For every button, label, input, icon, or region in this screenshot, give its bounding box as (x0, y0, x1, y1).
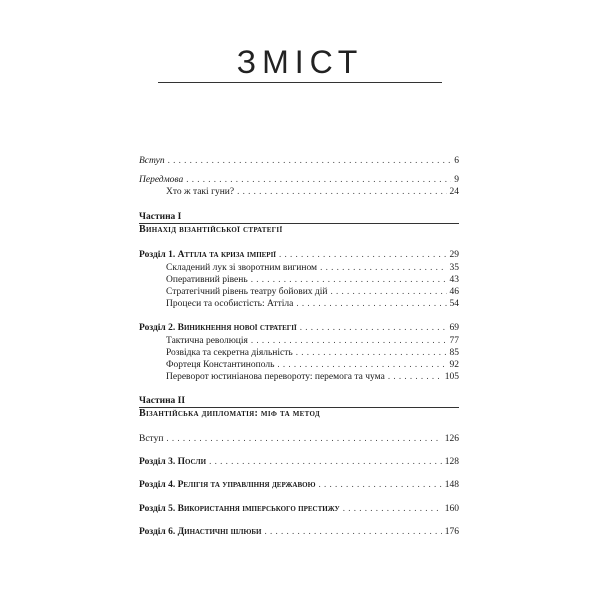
toc-entry-page: 148 (444, 480, 459, 490)
toc-entry-page: 92 (449, 360, 459, 370)
toc-entry[interactable] (139, 347, 459, 359)
toc-entry[interactable] (139, 359, 459, 371)
toc-chapter-6[interactable] (139, 526, 459, 538)
leader-dots (237, 186, 446, 196)
toc-entry-label: Вступ (139, 434, 164, 444)
leader-dots (388, 371, 442, 381)
toc-entry[interactable] (139, 274, 459, 286)
toc-entry-who-are-huns[interactable] (139, 186, 459, 198)
chapter-prefix: Розділ 4. (139, 480, 176, 490)
leader-dots (251, 335, 447, 345)
toc-entry-page: 128 (444, 457, 459, 467)
toc-chapter-5[interactable] (139, 503, 459, 515)
leader-dots (343, 503, 442, 513)
chapter-title: Виникнення нової стратегії (177, 323, 297, 333)
toc-entry-preface[interactable] (139, 174, 459, 186)
leader-dots (279, 249, 446, 259)
toc-entry-page: 9 (454, 175, 459, 185)
chapter-title: Використання імперського престижу (177, 504, 340, 514)
chapter-title: Династичні шлюби (177, 527, 262, 537)
chapter-prefix: Розділ 5. (139, 504, 176, 514)
page-title: ЗМІСТ (236, 44, 364, 80)
toc-entry-label (139, 503, 340, 515)
toc-chapter-4[interactable] (139, 479, 459, 491)
leader-dots (168, 155, 452, 165)
toc-entry-page: 160 (444, 504, 459, 514)
chapter-prefix: Розділ 1. (139, 250, 176, 260)
toc-entry-page: 29 (449, 250, 459, 260)
toc-entry-page: 35 (449, 263, 459, 273)
toc-entry-page: 85 (449, 348, 459, 358)
leader-dots (166, 433, 441, 443)
toc-chapter-1[interactable] (139, 249, 459, 261)
toc-entry-page: 69 (449, 323, 459, 333)
toc-entry-page: 105 (444, 372, 459, 382)
toc-entry-page: 24 (449, 187, 459, 197)
leader-dots (277, 359, 446, 369)
toc-chapter-3[interactable] (139, 456, 459, 468)
toc-entry-label: Складений лук зі зворотним вигином (166, 263, 318, 273)
part-2-label: Частина ІІ (139, 396, 186, 406)
toc-entry-label: Хто ж такі гуни? (166, 187, 235, 197)
toc-entry-label (139, 322, 297, 334)
chapter-title: Аттіла та криза імперії (177, 250, 277, 260)
toc-entry-page: 176 (444, 527, 459, 537)
toc-entry-page: 46 (449, 287, 459, 297)
leader-dots (186, 174, 451, 184)
toc-entry-label: Вступ (139, 156, 165, 166)
toc-entry-label: Оперативний рівень (166, 275, 248, 285)
toc-entry[interactable] (139, 298, 459, 310)
toc-entry-intro[interactable] (139, 155, 459, 167)
toc-entry-page: 43 (449, 275, 459, 285)
toc-entry[interactable] (139, 335, 459, 347)
toc-entry-label: Переворот юстиніанова перевороту: перемога та чума (166, 372, 385, 382)
chapter-prefix: Розділ 6. (139, 527, 176, 537)
part-1-label: Частина І (139, 212, 182, 222)
toc-entry-label: Стратегічний рівень театру бойових дій (166, 287, 328, 297)
toc-entry-label: Розвідка та секретна діяльність (166, 348, 293, 358)
leader-dots (318, 479, 441, 489)
toc-entry-page: 126 (444, 434, 459, 444)
toc-entry[interactable] (139, 262, 459, 274)
leader-dots (300, 322, 447, 332)
part-1-title: Винахід візантійської стратегії (139, 224, 283, 235)
toc-entry-label (139, 249, 276, 261)
toc-entry-page: 77 (449, 336, 459, 346)
chapter-prefix: Розділ 2. (139, 323, 176, 333)
chapter-prefix: Розділ 3. (139, 457, 176, 467)
toc-entry-label (139, 456, 206, 468)
toc-entry[interactable] (139, 371, 459, 383)
leader-dots (296, 347, 447, 357)
chapter-title: Релігія та управління державою (177, 480, 316, 490)
leader-dots (264, 526, 441, 536)
leader-dots (320, 262, 446, 272)
chapter-title: Посли (177, 457, 207, 467)
toc-entry-label: Фортеця Константинополь (166, 360, 275, 370)
toc-entry-label (139, 479, 315, 491)
leader-dots (296, 298, 446, 308)
toc-entry-label: Тактична революція (166, 336, 248, 346)
toc-entry-label: Передмова (139, 175, 184, 185)
toc-entry-part2-intro[interactable] (139, 433, 459, 445)
toc-entry-page: 54 (449, 299, 459, 309)
toc-entry-page: 6 (454, 156, 459, 166)
part-2-title: Візантійська дипломатія: міф та метод (139, 408, 321, 419)
leader-dots (209, 456, 442, 466)
toc-entry[interactable] (139, 286, 459, 298)
toc-entry-label (139, 526, 261, 538)
leader-dots (251, 274, 447, 284)
toc-chapter-2[interactable] (139, 322, 459, 334)
toc-entry-label: Процеси та особистість: Аттіла (166, 299, 294, 309)
leader-dots (330, 286, 446, 296)
